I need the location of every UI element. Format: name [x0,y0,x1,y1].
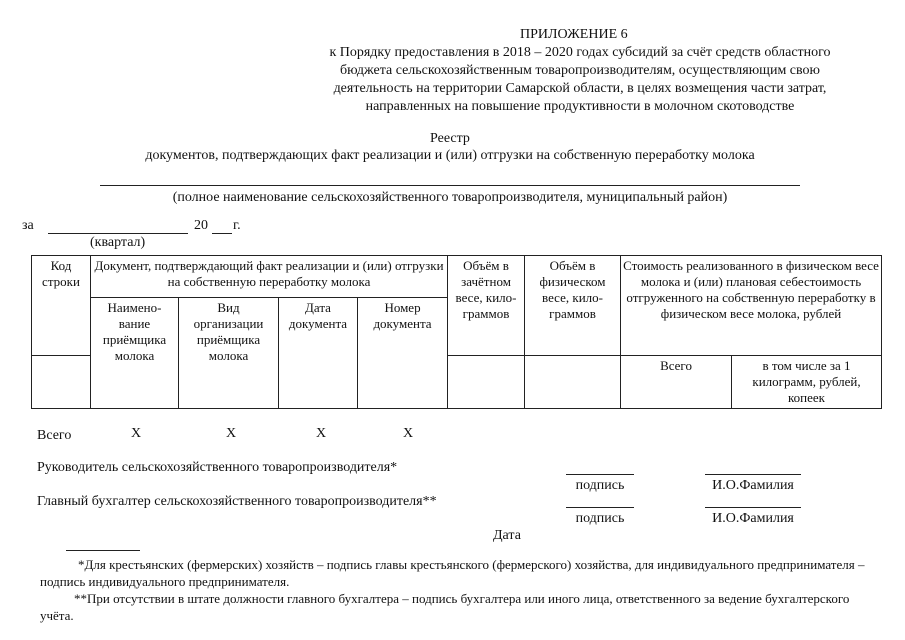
appendix-number: ПРИЛОЖЕНИЕ 6 [520,27,628,42]
empty-volume-physical-cell [525,356,621,409]
quarter-caption: (квартал) [90,235,146,250]
footnote-separator [66,550,140,551]
period-year-suffix: г. [233,218,241,233]
col-header-org-type: Вид организации приёмщика молока [179,298,279,409]
head-sign-caption: подпись [575,478,625,493]
col-header-code: Код строки [32,256,91,356]
col-header-document: Документ, подтверждающий факт реализации и (или) отгрузки на собственную переработку молока [91,256,448,298]
registry-title: Реестр [430,131,470,146]
footnote-2: **При отсутствии в штате должности главного бухгалтера – подпись бухгалтера или иного лица, ответственного за ведение бухгалтерского учёта. [40,591,850,623]
col-header-volume-physical: Объём в физическом весе, кило- граммов [525,256,621,356]
accountant-name-caption: И.О.Фамилия [712,511,794,526]
header-line-4: направленных на повышение продуктивности в молочном скотоводстве [365,99,795,114]
year-line [212,233,232,234]
quarter-line [48,233,188,234]
empty-code-cell [32,356,91,409]
head-name-line [705,474,801,475]
totals-mark: Х [316,426,327,441]
header-line-2: бюджета сельскохозяйственным товаропроизводителям, осуществляющим свою [340,63,820,78]
totals-label: Всего [37,428,72,443]
producer-name-line [100,185,800,186]
accountant-sign-caption: подпись [575,511,625,526]
col-header-cost: Стоимость реализованного в физическом весе молока и (или) плановая себестоимость отгруженного на собственную переработку в физическом весе молока, рублей [621,256,882,356]
footnote-1: *Для крестьянских (фермерских) хозяйств – подпись главы крестьянского (фермерского) хозяйства, для индивидуального предпринимателя – подпись индивидуального предпринимателя. [40,557,865,589]
registry-table [31,255,882,409]
empty-volume-credit-cell [448,356,525,409]
accountant-sign-line [566,507,634,508]
head-signature-label: Руководитель сельскохозяйственного товаропроизводителя* [37,460,398,475]
accountant-signature-label: Главный бухгалтер сельскохозяйственного товаропроизводителя** [37,494,437,509]
col-header-per-kg: в том числе за 1 килограмм, рублей, копеек [732,356,882,409]
producer-caption: (полное наименование сельскохозяйственного товаропроизводителя, муниципальный район) [172,190,728,205]
accountant-name-line [705,507,801,508]
head-name-caption: И.О.Фамилия [712,478,794,493]
col-header-doc-date: Дата документа [279,298,358,409]
date-label: Дата [493,528,521,543]
col-header-recipient-name: Наимено- вание приёмщика молока [91,298,179,409]
totals-mark: Х [131,426,142,441]
col-header-total: Всего [621,356,732,409]
period-year-prefix: 20 [194,218,208,233]
col-header-doc-number: Номер документа [358,298,448,409]
totals-mark: Х [403,426,414,441]
header-line-3: деятельность на территории Самарской области, в целях возмещения части затрат, [333,81,827,96]
head-sign-line [566,474,634,475]
col-header-volume-credit: Объём в зачётном весе, кило- граммов [448,256,525,356]
totals-mark: Х [226,426,237,441]
header-line-1: к Порядку предоставления в 2018 – 2020 годах субсидий за счёт средств областного [329,45,831,60]
registry-subtitle: документов, подтверждающих факт реализации и (или) отгрузки на собственную переработку молока [145,148,755,163]
period-prefix: за [22,218,34,233]
